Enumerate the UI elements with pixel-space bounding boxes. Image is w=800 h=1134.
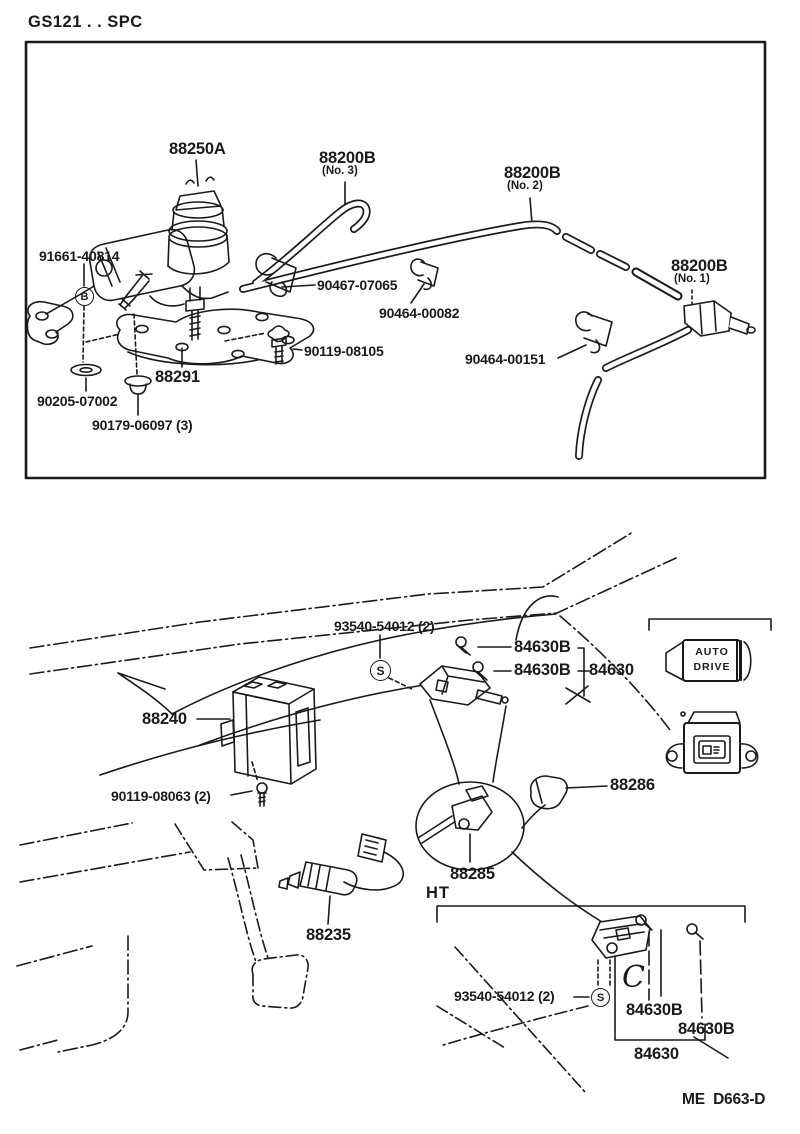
ht-part-label-switch-assy: 84630 [634, 1045, 679, 1063]
ht-part-label-switch-screw1: 84630B [626, 1001, 683, 1019]
ht-section-label: HT [426, 884, 450, 902]
switch-body-art [666, 712, 757, 773]
part-label-bolt-lower: 90119-08063 (2) [111, 788, 211, 804]
part-label-bolt-upper: 90119-08105 [304, 343, 384, 359]
doc-code: ME D663-D [682, 1091, 766, 1108]
marker-s-circle-lower: S [591, 988, 610, 1007]
part-label-stop-switch: 88235 [306, 926, 351, 944]
part-label-bolt-washer: 91661-40814 [39, 248, 120, 264]
marker-s-circle-upper: S [370, 660, 391, 681]
part-label-hose-no1: 88200B [671, 257, 728, 275]
page-title: GS121 . . SPC [28, 13, 143, 31]
part-sublabel-hose-no1: (No. 1) [674, 273, 710, 285]
part-label-clamp-mid: 90464-00082 [379, 305, 460, 321]
part-label-switch-screw1: 84630B [514, 638, 571, 656]
part-label-washer: 90205-07002 [37, 393, 118, 409]
part-label-bracket: 88291 [155, 368, 200, 386]
part-label-main-switch: 88285 [450, 865, 495, 883]
part-label-clamp-front: 90467-07065 [317, 277, 398, 293]
marker-b-circle: B [75, 287, 94, 306]
part-label-hose-no3: 88200B [319, 149, 376, 167]
knob-text-auto: AUTO [695, 646, 729, 658]
bracket-art [117, 309, 314, 364]
part-sublabel-hose-no3: (No. 3) [322, 165, 358, 177]
upper-panel-border [26, 42, 765, 478]
knob-text-drive: DRIVE [693, 661, 731, 673]
part-label-switch-assy: 84630 [589, 661, 634, 679]
hoses-art [243, 203, 755, 456]
cover-art [531, 776, 607, 809]
part-label-grommet: 90179-06097 (3) [92, 417, 193, 433]
part-label-screw-set: 93540-54012 (2) [334, 618, 435, 634]
sensor-art [279, 834, 403, 924]
part-label-switch-screw2: 84630B [514, 661, 571, 679]
marker-c-glyph: C [622, 960, 645, 995]
part-label-hose-no2: 88200B [504, 164, 561, 182]
ht-part-label-switch-screw2: 84630B [678, 1020, 735, 1038]
ht-part-label-screw-set: 93540-54012 (2) [454, 988, 555, 1004]
pedal-art [175, 822, 308, 1008]
part-sublabel-hose-no2: (No. 2) [507, 180, 543, 192]
part-label-cover: 88286 [610, 776, 655, 794]
part-label-computer: 88240 [142, 710, 187, 728]
part-label-clamp-rear: 90464-00151 [465, 351, 546, 367]
part-label-actuator: 88250A [169, 140, 226, 158]
